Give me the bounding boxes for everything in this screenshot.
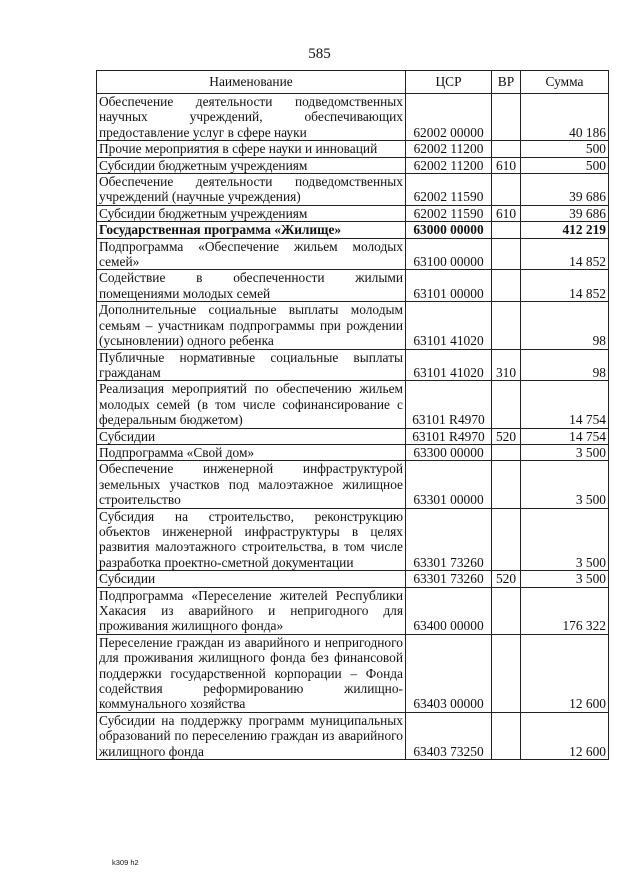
row-name: Подпрограмма «Переселение жителей Республики Хакасия из аварийного и непригодного для проживания жилищного фонда» (97, 587, 406, 634)
row-csr: 62002 00000 (406, 94, 492, 141)
table-row (97, 571, 609, 587)
row-sum: 3 500 (521, 444, 609, 460)
row-csr: 63301 00000 (406, 461, 492, 508)
table-row (97, 634, 609, 712)
row-csr: 63400 00000 (406, 587, 492, 634)
row-sum: 98 (521, 349, 609, 381)
row-name: Содействие в обеспеченности жилыми помещениями молодых семей (97, 270, 406, 302)
row-csr: 62002 11200 (406, 141, 492, 157)
table-row (97, 381, 609, 428)
row-sum: 14 852 (521, 238, 609, 270)
row-sum: 14 754 (521, 428, 609, 444)
header-sum: Сумма (521, 71, 609, 94)
table-header-row (97, 71, 609, 94)
table-row (97, 349, 609, 381)
row-name: Подпрограмма «Обеспечение жильем молодых семей» (97, 238, 406, 270)
page-number: 585 (308, 46, 331, 62)
row-name: Субсидия на строительство, реконструкцию объектов инженерной инфраструктуры в целях развития малоэтажного строительства, в том числе разработка проектно-сметной документации (97, 508, 406, 571)
row-vr (492, 270, 521, 302)
row-name: Субсидии бюджетным учреждениям (97, 157, 406, 173)
row-csr: 62002 11200 (406, 157, 492, 173)
row-vr (492, 461, 521, 508)
row-vr (492, 94, 521, 141)
row-csr: 63301 73260 (406, 508, 492, 571)
row-csr: 62002 11590 (406, 174, 492, 206)
row-sum: 39 686 (521, 174, 609, 206)
row-vr (492, 712, 521, 759)
table-row (97, 712, 609, 759)
row-sum: 500 (521, 141, 609, 157)
header-csr: ЦСР (406, 71, 492, 94)
row-vr: 610 (492, 205, 521, 221)
row-vr (492, 238, 521, 270)
row-name: Переселение граждан из аварийного и непригодного для проживания жилищного фонда без финансовой поддержки государственной корпорации – Фонда содействия реформированию жилищно-коммунального хозяйства (97, 634, 406, 712)
table-row (97, 141, 609, 157)
table-row (97, 270, 609, 302)
row-csr: 63101 41020 (406, 349, 492, 381)
table-row (97, 205, 609, 221)
row-name: Обеспечение инженерной инфраструктурой земельных участков под малоэтажное жилищное строительство (97, 461, 406, 508)
table-row (97, 94, 609, 141)
row-sum: 14 754 (521, 381, 609, 428)
row-vr (492, 634, 521, 712)
header-vr: ВР (492, 71, 521, 94)
row-csr: 63301 73260 (406, 571, 492, 587)
row-csr: 63101 00000 (406, 270, 492, 302)
table-row (97, 238, 609, 270)
row-name: Государственная программа «Жилище» (97, 222, 406, 238)
row-sum: 12 600 (521, 634, 609, 712)
row-csr: 63101 R4970 (406, 428, 492, 444)
row-csr: 63403 73250 (406, 712, 492, 759)
row-vr: 310 (492, 349, 521, 381)
table-row (97, 174, 609, 206)
row-sum: 500 (521, 157, 609, 173)
table-row (97, 587, 609, 634)
row-sum: 412 219 (521, 222, 609, 238)
row-vr (492, 381, 521, 428)
table-row-program-total (97, 222, 609, 238)
footer-code: k309 h2 (112, 858, 139, 867)
row-sum: 14 852 (521, 270, 609, 302)
row-vr (492, 444, 521, 460)
header-name: Наименование (97, 71, 406, 94)
row-name: Субсидии (97, 428, 406, 444)
row-sum: 98 (521, 302, 609, 349)
budget-table (96, 70, 609, 760)
row-sum: 3 500 (521, 571, 609, 587)
row-name: Субсидии (97, 571, 406, 587)
row-csr: 63101 R4970 (406, 381, 492, 428)
table-row (97, 508, 609, 571)
row-vr: 610 (492, 157, 521, 173)
row-name: Реализация мероприятий по обеспечению жильем молодых семей (в том числе софинансирование с федеральным бюджетом) (97, 381, 406, 428)
row-vr (492, 587, 521, 634)
row-csr: 63300 00000 (406, 444, 492, 460)
row-name: Субсидии бюджетным учреждениям (97, 205, 406, 221)
row-sum: 3 500 (521, 508, 609, 571)
table-row (97, 302, 609, 349)
row-name: Публичные нормативные социальные выплаты гражданам (97, 349, 406, 381)
row-vr: 520 (492, 571, 521, 587)
table-row (97, 444, 609, 460)
table-row (97, 428, 609, 444)
row-vr (492, 174, 521, 206)
row-name: Прочие мероприятия в сфере науки и инноваций (97, 141, 406, 157)
row-sum: 3 500 (521, 461, 609, 508)
row-name: Обеспечение деятельности подведомственных учреждений (научные учреждения) (97, 174, 406, 206)
row-vr (492, 508, 521, 571)
row-csr: 63101 41020 (406, 302, 492, 349)
table-row (97, 157, 609, 173)
row-name: Субсидии на поддержку программ муниципальных образований по переселению граждан из аварийного жилищного фонда (97, 712, 406, 759)
row-sum: 39 686 (521, 205, 609, 221)
row-sum: 176 322 (521, 587, 609, 634)
row-sum: 12 600 (521, 712, 609, 759)
row-csr: 63403 00000 (406, 634, 492, 712)
row-csr: 62002 11590 (406, 205, 492, 221)
row-sum: 40 186 (521, 94, 609, 141)
row-vr (492, 222, 521, 238)
row-vr: 520 (492, 428, 521, 444)
row-name: Дополнительные социальные выплаты молодым семьям – участникам подпрограммы при рождении (усыновлении) одного ребенка (97, 302, 406, 349)
row-name: Подпрограмма «Свой дом» (97, 444, 406, 460)
row-name: Обеспечение деятельности подведомственных научных учреждений, обеспечивающих предоставление услуг в сфере науки (97, 94, 406, 141)
row-csr: 63100 00000 (406, 238, 492, 270)
row-csr: 63000 00000 (406, 222, 492, 238)
row-vr (492, 302, 521, 349)
row-vr (492, 141, 521, 157)
table-row (97, 461, 609, 508)
